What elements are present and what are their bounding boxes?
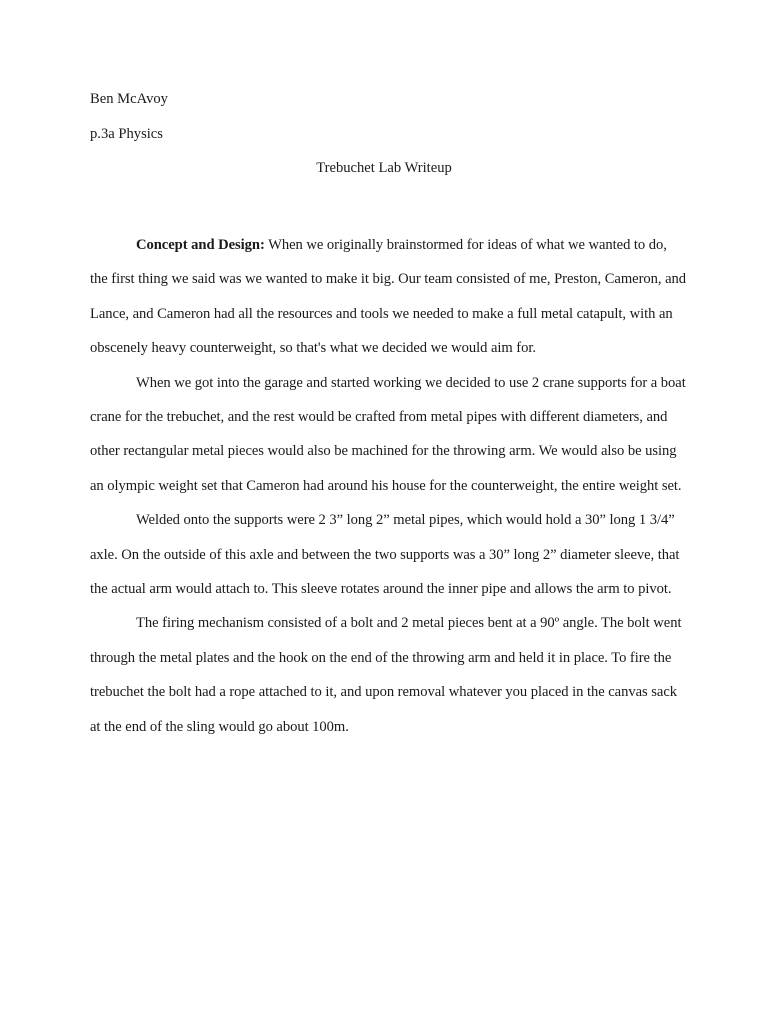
paragraph-text: When we originally brainstormed for ideas of what we wanted to do, the first thing we said was we wanted to make it big. Our team consisted of me, Preston, Cameron, and Lance, and Cameron had all the resources and tools we needed to make a full metal catapult, with an obscenely heavy counterweight, so that's what we decided we would aim for. [90,237,686,357]
paragraph-concept-design [90,228,686,366]
paragraph-text: When we got into the garage and started working we decided to use 2 crane supports for a boat crane for the trebuchet, and the rest would be crafted from metal pipes with different diameters, and other rectangular metal pieces would also be machined for the throwing arm. We would also be using an olympic weight set that Cameron had around his house for the counterweight, the entire weight set. [90,374,686,494]
document-title: Trebuchet Lab Writeup [316,160,452,176]
paragraph-axle-sleeve [90,503,686,606]
paragraph-text: The firing mechanism consisted of a bolt and 2 metal pieces bent at a 90º angle. The bolt went through the metal plates and the hook on the end of the throwing arm and held it in place. To fire the trebuchet the bolt had a rope attached to it, and upon removal whatever you placed in the canvas sack at the end of the sling would go about 100m. [90,615,682,735]
document-body [90,228,686,744]
paragraph-firing-mechanism [90,606,686,744]
paragraph-garage-build [90,366,686,504]
section-heading-concept-design: Concept and Design: [136,237,265,253]
class-period: p.3a Physics [90,126,163,142]
author-name: Ben McAvoy [90,91,168,107]
paragraph-text: Welded onto the supports were 2 3” long 2” metal pipes, which would hold a 30” long 1 3/4” axle. On the outside of this axle and between the two supports was a 30” long 2” diameter sleeve, that the actual arm would attach to. This sleeve rotates around the inner pipe and allows the arm to pivot. [90,512,680,598]
